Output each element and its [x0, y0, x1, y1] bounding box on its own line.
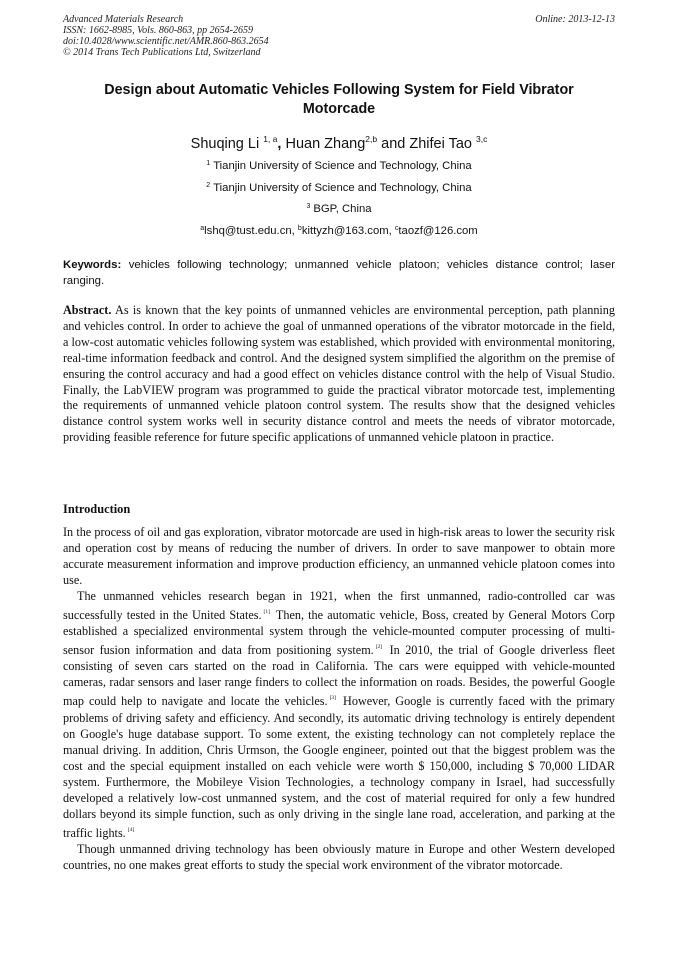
affiliation-2-num: 2 [206, 182, 211, 189]
email-a[interactable]: lshq@tust.edu.cn, [204, 225, 298, 237]
citation-2[interactable]: [2] [375, 644, 383, 651]
email-a-mark: a [200, 225, 205, 232]
email-b-mark: b [297, 225, 302, 232]
paper-title [63, 81, 615, 119]
affiliation-1-text: Tianjin University of Science and Technology, China [213, 160, 472, 172]
affiliation-1-num: 1 [206, 160, 211, 167]
keywords [63, 258, 615, 289]
p2-part-a: The unmanned vehicles research began in 1921, when the first unmanned, radio-controlled car was successfully tested in the United States. [63, 589, 615, 623]
introduction-body [63, 524, 615, 873]
citation-3[interactable]: [3] [329, 695, 337, 702]
doi-line: doi:10.4028/www.scientific.net/AMR.860-863.2654 [63, 36, 269, 47]
affiliation-1 [63, 157, 615, 173]
author-2: Huan Zhang [281, 136, 366, 152]
affiliation-2-text: Tianjin University of Science and Technology, China [213, 182, 472, 194]
author-3: and Zhifei Tao [377, 136, 472, 152]
p2-part-c: In 2010, the trial of Google driverless fleet consisting of seven cars started on the road in California. The cars were equipped with vehicle-mounted cameras, radar sensors and laser range finders to collect the information on roads. Besides, the powerful Google map could help to navigate and locate the vehicles. [63, 643, 615, 709]
author-separator: , [277, 136, 282, 152]
affiliation-3 [63, 200, 615, 216]
affiliation-3-num: 3 [306, 203, 311, 210]
online-date: Online: 2013-12-13 [535, 14, 615, 25]
journal-header [63, 14, 615, 58]
email-c-mark: c [394, 225, 399, 232]
abstract-text: As is known that the key points of unmanned vehicles are environmental perception, path planning and vehicles control. In order to achieve the goal of unmanned operations of the vibrator motorcade in the field, a low-cost automatic vehicles following system was established, which provided with environmental monitoring, real-time information feedback and control. And the designed system simplified the algorithm on the premise of ensuring the control accuracy and had a good effect on vehicles distance control with the help of Visual Studio. Finally, the LabVIEW program was programmed to guide the practical vibrator motorcade test, implementing the requirements of unmanned vehicle platoon control system. The results show that the designed vehicles distance control system works well in security distance control and meets the needs of vibrator motorcade, providing feasible reference for future specific applications of unmanned vehicle platoon in practice. [63, 303, 615, 445]
intro-paragraph-3: Though unmanned driving technology has been obviously mature in Europe and other Western developed countries, no one makes great efforts to study the special work environment of the vibrator motorcade. [63, 841, 615, 872]
p2-part-d: However, Google is currently faced with the primary problems of driving safety and efficiency. And secondly, its automatic driving technology is entirely dependent on Google's huge database support. To some extent, the existing technology can not completely replace the manual driving. In addition, Chris Urmson, the Google engineer, pointed out that the biggest problem was the cost and the special equipment installed on each vehicle were worth $ 150,000, including $ 70,000 LIDAR system. Furthermore, the Mobileye Vision Technologies, a technology company in Israel, had successfully developed a relatively low-cost unmanned system, and the cost of material required for only a few hundred dollars beyond its simple function, such as only driving in the single lane road, acceleration, and parking at the traffic lights. [63, 694, 615, 840]
p2-part-b: Then, the automatic vehicle, Boss, created by General Motors Corp established a specialized environmental system through the vehicle-mounted computer processing of multi-sensor fusion information and data from positioning system. [63, 608, 615, 658]
intro-paragraph-1: In the process of oil and gas exploration, vibrator motorcade are used in high-risk areas to lower the security risk and operation cost by means of reducing the number of drivers. In order to save manpower to obtain more accurate measurement information and improve production efficiency, an unmanned vehicle platoon comes into use. [63, 525, 615, 588]
affiliation-3-text: BGP, China [313, 203, 372, 215]
author-1-marks: 1, a [263, 134, 278, 144]
keywords-label: Keywords: [63, 259, 122, 271]
keywords-text: vehicles following technology; unmanned vehicle platoon; vehicles distance control; laser ranging. [63, 259, 615, 287]
issn-line: ISSN: 1662-8985, Vols. 860-863, pp 2654-2659 [63, 25, 253, 36]
title-line-1: Design about Automatic Vehicles Following System for Field Vibrator [104, 82, 574, 98]
copyright-line: © 2014 Trans Tech Publications Ltd, Switzerland [63, 47, 261, 58]
author-1: Shuqing Li [190, 136, 260, 152]
email-c[interactable]: taozf@126.com [398, 225, 478, 237]
affiliation-2 [63, 179, 615, 195]
intro-paragraph-2 [63, 588, 615, 841]
abstract-label: Abstract. [63, 303, 112, 317]
citation-1[interactable]: [1] [263, 609, 270, 616]
email-b[interactable]: kittyzh@163.com, [301, 225, 395, 237]
author-3-marks: 3,c [476, 134, 488, 144]
journal-name: Advanced Materials Research [63, 14, 184, 25]
citation-4[interactable]: [4] [127, 826, 135, 833]
author-2-marks: 2,b [365, 134, 378, 144]
author-list [63, 130, 615, 153]
title-line-2: Motorcade [302, 101, 376, 117]
email-line [63, 222, 615, 238]
abstract [63, 303, 615, 446]
introduction-heading: Introduction [63, 502, 131, 516]
